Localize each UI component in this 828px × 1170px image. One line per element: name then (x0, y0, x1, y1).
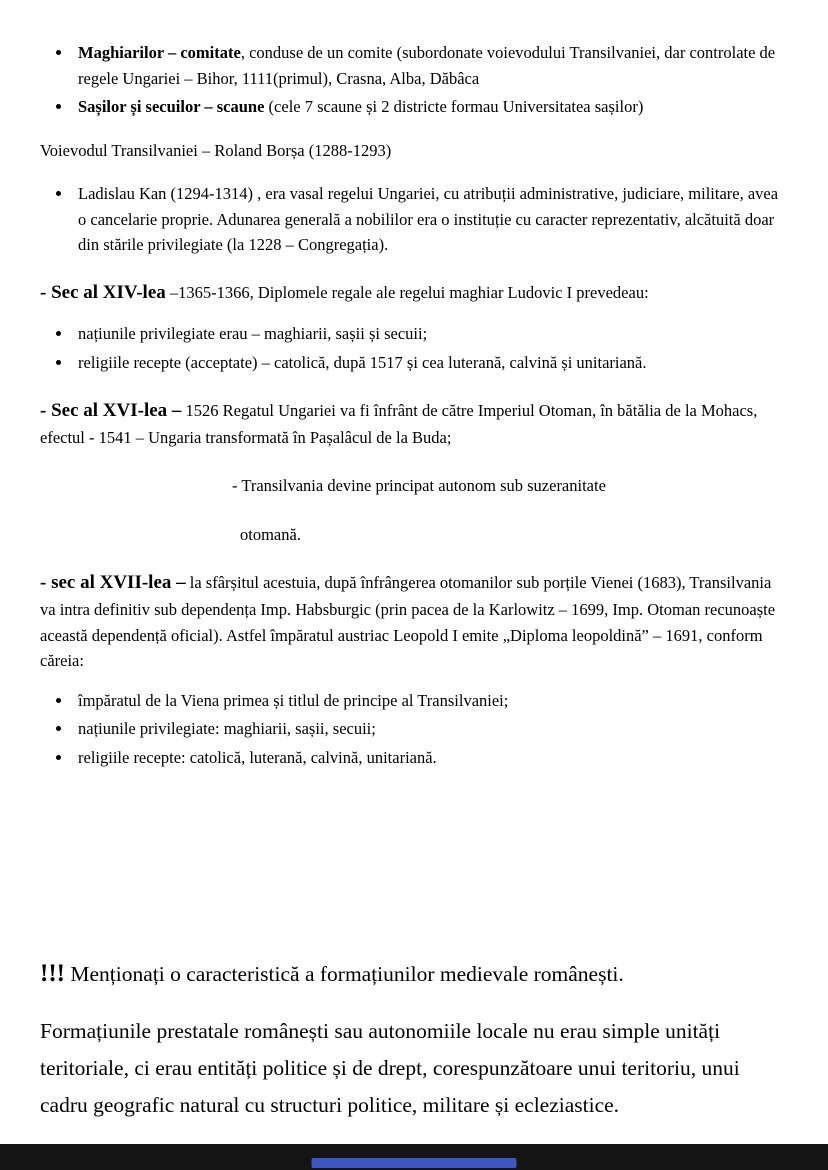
section-heading-text: la sfârșitul acestuia, după înfrângerea otomanilor sub porțile Vienei (1683), Transilvania va intra definitiv sub dependența Imp. Habsburgic (prin pacea de la Karlowitz – 1699, Imp. Otoman recunoaște această dependență oficial). Astfel împăratul austriac Leopold I emite „Diploma leopoldină” – 1691, conform căreia: (40, 572, 776, 671)
bullet-list-administrative-units (40, 40, 786, 120)
list-item (73, 94, 786, 120)
scroll-indicator[interactable] (312, 1158, 517, 1168)
indented-line-otomana: otomană. (240, 525, 301, 545)
question-line (40, 955, 786, 993)
term-text: , conduse de un comite (subordonate voievodului Transilvaniei, dar controlate de regele Ungariei – Bihor, 1111(primul), Crasna, Alba, Dăbâca (78, 43, 776, 88)
term-text: (cele 7 scaune și 2 districte formau Universitatea sașilor) (264, 97, 644, 117)
section-heading-bold: - sec al XVII-lea – (40, 571, 186, 593)
list-item: • națiunile privilegiate: maghiarii, sașii, secuii; (73, 716, 786, 742)
bullet-list-xiv (40, 321, 786, 375)
paragraph-voievod: Voievodul Transilvaniei – Roland Borșa (1288-1293) (40, 140, 392, 160)
section-heading-text: 1526 Regatul Ungariei va fi înfrânt de către Imperiul Otoman, în bătălia de la Mohacs, efectul - 1541 – Ungaria transformată în Pașalâcul de la Buda; (40, 400, 758, 447)
section-heading-bold: - Sec al XVI-lea – (40, 399, 182, 421)
question-answer-section (40, 955, 786, 1123)
section-heading-text: –1365-1366, Diplomele regale ale regelui maghiar Ludovic I prevedeau: (165, 282, 649, 302)
list-item (73, 40, 786, 91)
section-heading-xiv (40, 278, 786, 307)
section-heading-xvii (40, 568, 786, 674)
term-bold: Maghiarilor – comitate (78, 43, 241, 62)
list-item: • națiunile privilegiate erau – maghiarii, sașii și secuii; (73, 321, 786, 347)
question-text: Menționați o caracteristică a formațiunilor medievale românești. (64, 962, 624, 987)
list-item: • religiile recepte: catolică, luterană, calvină, unitariană. (73, 745, 786, 771)
section-heading-xvi (40, 396, 786, 451)
answer-paragraph: Formațiunile prestatale românești sau autonomiile locale nu erau simple unități teritoriale, ci erau entități politice și de drept, corespunzătoare unui teritoriu, unui cadru geografic natural cu structuri politice, militare și ecleziastice. (40, 1018, 740, 1117)
indented-line-transilvania: - Transilvania devine principat autonom sub suzeranitate (232, 475, 606, 495)
list-item: • religiile recepte (acceptate) – catolică, după 1517 și cea luterană, calvină și unitariană. (73, 350, 786, 376)
section-heading-bold: - Sec al XIV-lea (40, 281, 166, 303)
bullet-list-ladislau (40, 181, 786, 258)
term-bold: Sașilor și secuilor – scaune (78, 97, 265, 117)
list-item: • Ladislau Kan (1294-1314) , era vasal regelui Ungariei, cu atribuții administrative, judiciare, militare, avea o cancelarie proprie. Adunarea generală a nobililor era o instituție cu caracter reprezentativ, alcătuită doar din stările privilegiate (la 1228 – Congregația). (73, 181, 786, 258)
bullet-list-xvii (40, 688, 786, 771)
question-marker: !!! (40, 960, 65, 988)
bottom-bar (0, 1144, 828, 1170)
list-item: • împăratul de la Viena primea și titlul de principe al Transilvaniei; (73, 688, 786, 714)
